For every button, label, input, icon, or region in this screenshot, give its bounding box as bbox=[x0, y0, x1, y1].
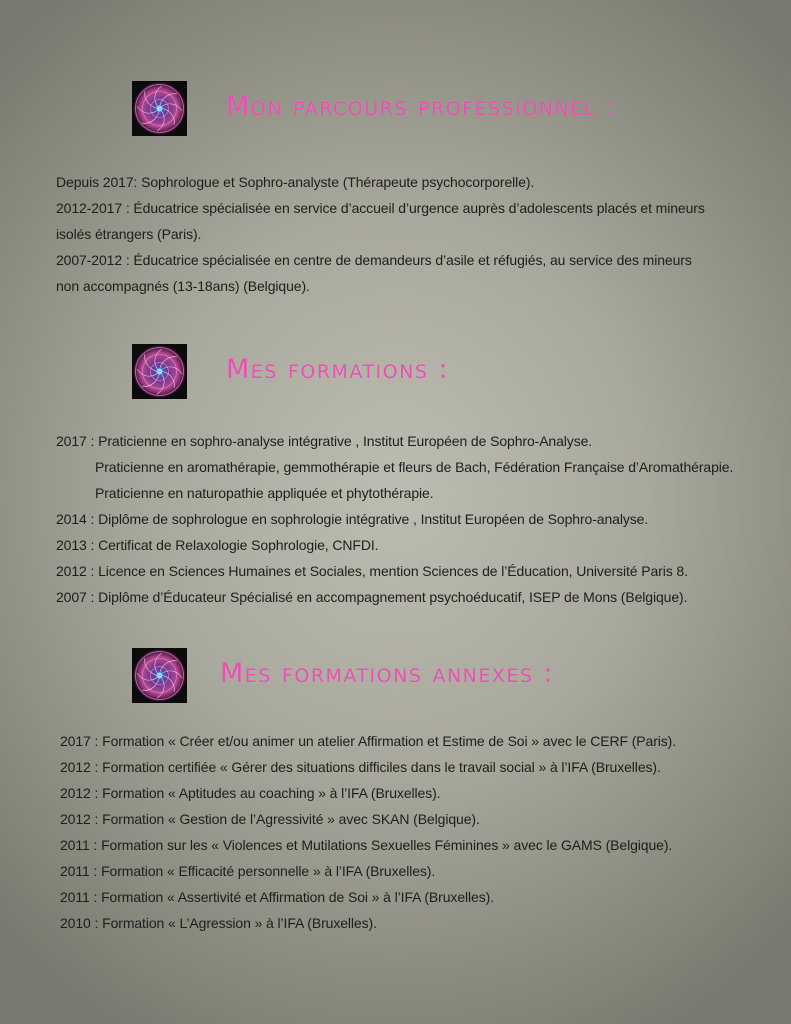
section-title-annexes: Mes formations annexes : bbox=[220, 658, 555, 689]
annexe-item: 2012 : Formation certifiée « Gérer des situations difficiles dans le travail social » à l’IFA (Bruxelles). bbox=[60, 759, 661, 775]
section-title-parcours: Mon parcours professionnel : bbox=[226, 91, 617, 122]
formation-item: 2012 : Licence en Sciences Humaines et Sociales, mention Sciences de l’Éducation, Université Paris 8. bbox=[56, 563, 688, 579]
parcours-item: 2007-2012 : Éducatrice spécialisée en centre de demandeurs d’asile et réfugiés, au service des mineurs non accompagnés (13-18ans) (Belgique). bbox=[56, 252, 692, 294]
formation-item: 2013 : Certificat de Relaxologie Sophrologie, CNFDI. bbox=[56, 537, 379, 553]
spiral-mandala-icon bbox=[132, 344, 187, 399]
annexe-item: 2017 : Formation « Créer et/ou animer un atelier Affirmation et Estime de Soi » avec le CERF (Paris). bbox=[60, 733, 677, 749]
formation-item: Praticienne en naturopathie appliquée et phytothérapie. bbox=[95, 485, 434, 501]
annexe-item: 2011 : Formation « Efficacité personnelle » à l’IFA (Bruxelles). bbox=[60, 863, 436, 879]
spiral-mandala-icon bbox=[132, 648, 187, 703]
section-header-annexes bbox=[0, 648, 791, 704]
annexe-item: 2012 : Formation « Gestion de l’Agressivité » avec SKAN (Belgique). bbox=[60, 811, 480, 827]
annexe-item: 2012 : Formation « Aptitudes au coaching » à l’IFA (Bruxelles). bbox=[60, 785, 441, 801]
spiral-mandala-icon bbox=[132, 81, 187, 136]
mandala-svg bbox=[132, 81, 187, 136]
formations-list bbox=[56, 428, 736, 610]
annexe-item: 2010 : Formation « L’Agression » à l’IFA (Bruxelles). bbox=[60, 915, 377, 931]
annexe-item: 2011 : Formation « Assertivité et Affirmation de Soi » à l’IFA (Bruxelles). bbox=[60, 889, 494, 905]
section-header-parcours bbox=[0, 81, 791, 137]
mandala-svg bbox=[132, 648, 187, 703]
formation-item: Praticienne en aromathérapie, gemmothérapie et fleurs de Bach, Fédération Française d’Aromathérapie. bbox=[95, 459, 734, 475]
section-title-formations: Mes formations : bbox=[226, 354, 450, 385]
section-header-formations bbox=[0, 344, 791, 400]
parcours-item: 2012-2017 : Éducatrice spécialisée en service d’accueil d’urgence auprès d’adolescents placés et mineurs isolés étrangers (Paris). bbox=[56, 200, 705, 242]
parcours-list bbox=[56, 169, 736, 299]
annexes-list bbox=[60, 728, 740, 936]
formation-item: 2014 : Diplôme de sophrologue en sophrologie intégrative , Institut Européen de Sophro-analyse. bbox=[56, 511, 649, 527]
parcours-item: Depuis 2017: Sophrologue et Sophro-analyste (Thérapeute psychocorporelle). bbox=[56, 174, 535, 190]
formation-item: 2017 : Praticienne en sophro-analyse intégrative , Institut Européen de Sophro-Analyse. bbox=[56, 433, 593, 449]
annexe-item: 2011 : Formation sur les « Violences et Mutilations Sexuelles Féminines » avec le GAMS (Belgique). bbox=[60, 837, 673, 853]
formation-item: 2007 : Diplôme d’Éducateur Spécialisé en accompagnement psychoéducatif, ISEP de Mons (Belgique). bbox=[56, 589, 688, 605]
mandala-svg bbox=[132, 344, 187, 399]
